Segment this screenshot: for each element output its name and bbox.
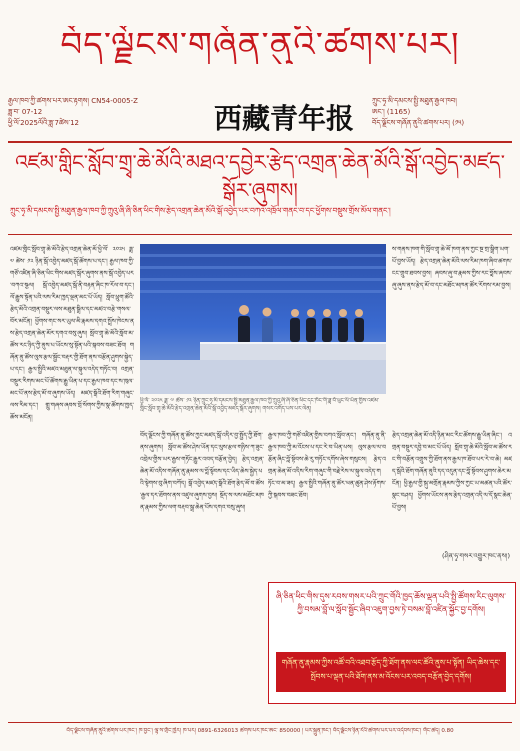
subheadline: ཀྲུང་ཧྭ་མི་དམངས་སྤྱི་མཐུན་རྒྱལ་ཁབ་ཀྱི་ཀྲུའུ་ཞི་ཞི་ཅིན་ཕིང་གིས་རྩེད་འགྲན་ཆེན་མོའི་སྒོ་འབྱེད་པར་བཀའ་འཁྲོལ་གནང་བ་དང་ཕྱོགས་བསྡུས་གྲོས་མོལ་གནང་། [10,206,391,215]
issn-line: རྒྱལ་ཁབ་ཀྱི་ཚགས་པར་ཨང་རྟགས། CN54-0005-Z [8,97,138,105]
masthead-rule [8,141,512,143]
subhead-rule [8,234,512,235]
publisher-line: ཀྲུང་ཧྭ་མི་དམངས་སྤྱི་མཐུན་རྒྱལ་ཁབ། [372,97,457,105]
date-line: ཕྱི་ལོ་2025ལོའི་ཟླ་7ཚེས་12 [8,119,79,127]
article-column-5: རྩེད་འགྲན་ཆེན་མོ་འདི་ཉིན་མང་རིང་ཚོགས་རྒྱུ་ཡིན་ཞིང་། འགྲན་བསྡུར་དབྱེ་བ་མང་པོ་ཡོད། སློབ་གྲྭ་ཆེ་མོའི་སློབ་མ་ཚོས་རང་གི་བརྩོན་འགྲུས་ཀྱི་ཐོག་ནས་རྒྱལ་ཁ་ཐོབ་པར་རེ་བ་ཆེ། མཛད་སྒོའི་ཐོག་གཞོན་ནུའི་དད་འདུན་དང་བློ་སྟོབས་ཤུགས་ཆེར་མངོན། ཕྱི་རྒྱལ་གྱི་སྐུ་མགྲོན་རྣམས་ཀྱིས་ཀྱང་ཡ་མཚན་པའི་ཚོར་སྣང་བཤད། ཕྱོགས་ཡོངས་ནས་རྩེད་འགྲན་འདི་ལ་དོ་སྣང་ཆེན་པོ་བྱས། [392,432,512,511]
paper-name-line: བོད་ལྗོངས་གཞོན་ནུའི་ཚགས་པར། (༡༥) [372,119,465,127]
article-column-1: འཛམ་གླིང་སློབ་གྲྭ་ཆེ་མོའི་རྩེད་འགྲན་ཆེན་མོ་ཕྱི་ལོ་ ༢༠༢༥ ཟླ་ ༧ ཚེས་ ༡༢ ཉིན་སྒོ་འབྱེད་མཛད་སྒོ་ཚོགས་པ་དང་། རྒྱལ་ཁབ་ཀྱི་གཙོ་འཛིན་ཞི་ཅིན་ཕིང་གིས་མཛད་སྒོར་ཞུགས་ནས་སྒོ་འབྱེད་པར་བཀའ་སྩལ། སྒོ་འབྱེད་མཛད་སྒོ་ནི་བརྟན་ཞིང་ཁ་རོལ་བ་དང་། ལོ་རྒྱུས་སྟོན་པའི་ལས་རིམ་ཁྱད་ལྡན་མང་པོ་ཡོད། སློབ་ཕྲུག་ཚོའི་རྩེད་མོའི་འགྲན་བསྡུར་ལས་མཐུན་སྒྲིལ་དང་མཛའ་བརྩེ་གསལ་བོར་མངོན། ཕྱོགས་གང་སར་ཡུལ་མི་རྣམས་དགའ་སྤྲོས་ཁེངས་ནས་རྩེད་འགྲན་ཆེན་མོར་དགའ་བསུ་ཞུས། སློབ་གྲྭ་ཆེ་མོའི་སློབ་མ་ཚོས་རང་ཉིད་ཀྱི་ནུས་པ་ཡོངས་སུ་སྟོན་པའི་སྐབས་བཟང་ཐོབ། གཞོན་ནུ་ཚོས་ལུས་རྩལ་སྦྱོང་བརྡར་གྱི་ཐོག་ནས་བརྩོན་ཤུགས་སྐྱེད་པ་དང་། རྒྱལ་སྤྱིའི་མཛའ་མཐུན་ལ་སྐུལ་འདེད་གཏོང་བ། འགྲན་བསྡུར་རིགས་མང་པོ་ཚོགས་རྒྱུ་ཡིན་པ་དང་རྒྱལ་ཁབ་དང་ས་ཁུལ་མང་པོ་ནས་རྩེད་མོ་བ་ཞུགས་ཡོད། མཛད་སྒོའི་ཐོག་རིག་གཞུང་ལས་རིམ་དང་། གླུ་གཞས་ཞབས་བྲོ་སོགས་ཀྱིས་སྣ་ཚོགས་ཁྱད་ཆོས་མངོན། [10,246,134,421]
article-column-2: བོད་ལྗོངས་ཀྱི་གཞོན་ནུ་ཚོས་ཀྱང་མཛད་སྒོ་འདིར་བྱ་སྤྱོད་ཀྱི་ཐོག་ནས་ཞུགས། སློབ་མ་ཚོས་ཤེས་ཡོན་དང་ལུས་རྩལ་གཉིས་ཀ་ཟུང་འབྲེལ་གྱིས་ཡར་རྒྱས་གཏོང་རྒྱུར་འབད་བརྩོན་བྱེད། རྩེད་འགྲན་ཆེན་མོ་འདིས་གཞོན་ནུ་རྣམས་ལ་བློ་སྟོབས་དང་ཡིད་ཆེས་སྐྱེད་པའི་སྟེགས་བུ་ཞིག་བཀོད། སྒོ་འབྱེད་མཛད་སྒོའི་ཐོག་རྩེད་མོ་བ་ཚོས་རྒྱལ་དར་ཐོགས་ནས་འཛུལ་ཞུགས་བྱས། སྡོད་ས་ལས་མཐོང་མཁན་རྣམས་ཀྱིས་ལག་བརྡབ་སྒྲ་ཆེན་པོས་དགའ་བསུ་ཞུས། [140,432,264,511]
article-column-3: རྒྱལ་ཁབ་ཀྱི་གཙོ་འཛིན་གྱིས་བཀའ་སློབ་ནང་། གཞོན་ནུ་ནི་རྒྱལ་ཁབ་ཀྱི་མ་འོངས་པ་དང་རེ་བ་ཡིན་པས། ལུས་རྩལ་ལ་བརྩོན་ཞིང་བློ་སྟོབས་ཆེ་རུ་གཏོང་དགོས་ཞེས་གསུངས། རྩེད་འགྲན་ཆེན་མོ་འདིས་རིག་གཞུང་གི་བརྗེ་རེས་ལ་སྐུལ་འདེད་གཏོང་བ་མ་ཟད། རྒྱལ་སྤྱིའི་གཞོན་ནུ་ཚོར་ཕན་ཚུན་ཤེས་རྟོགས་ཀྱི་སྐབས་བཟང་ཐོབ། [268,432,386,499]
number-line: ཨང་། (1165) [372,108,411,116]
callout-text: ཞི་ཅིན་ཕིང་གིས་དུས་རབས་གསར་པའི་ཀྲུང་གོའི་ཁྱད་ཆོས་ལྡན་པའི་སྤྱི་ཚོགས་རིང་ལུགས་ཀྱི་བསམ་བློ་ལ་སློབ་སྦྱོང་ཞིབ་འཇུག་བྱས་ཏེ་བསམ་བློ་འཛིན་སྐྱོང་བྱ་དགོས། [276,592,506,614]
footer-rule [8,722,512,723]
main-headline: འཛམ་གླིང་སློབ་གྲྭ་ཆེ་མོའི་མཐའ་དབྱེར་རྩེད་འགྲན་ཆེན་མོའི་སྒོ་འབྱེད་མཛད་སྒོར་ཞུགས། [15,150,505,202]
article-photo [140,244,386,394]
footer-info: བོད་ལྗོངས་གཞོན་ནུའི་ཚགས་པར་ཁང་། ཁ་བྱང་། ལྷ་ས་གྲོང་ཁྱེར། ཁ་པར། 0891-6326013 ཚགས་པར་ཁང་ཨང་ 850000 ། པར་སྐྲུན་ཁང་། བོད་ལྗོངས་ཉིན་རེའི་ཚགས་པར་པར་འདེབས་ཁང་། གོང་ཚད། 0.80 [66,728,454,734]
masthead-info-left [8,96,198,129]
masthead-tibetan-title: བོད་ལྗོངས་གཞོན་ནུའི་ཚགས་པར། [60,26,460,64]
article-column-4: ས་གནས་ཁག་གི་སློབ་གྲྭ་ཆེ་མོ་ཁག་ནས་ཀྱང་སྔ་གྲ་སྒྲིག་ཡག་པོ་བྱས་ཡོད། རྩེད་འགྲན་ཆེན་མོའི་ལས་རིམ་ཁག་ཞིབ་ཚགས་ངང་གྲུབ་ཐབས་བྱས། ཞབས་ཞུ་བ་རྣམས་ཀྱིས་རང་བློས་ཞབས་ཞུ་ཞུས་ནས་རྩེད་མོ་བ་དང་མཐོང་མཁན་ཚོར་རོགས་རམ་བྱས། [392,246,512,289]
masthead-chinese-title: 西藏青年报 [213,102,354,135]
masthead-info-right [372,96,512,129]
article-byline: (ཤིན་ཧྭ་གསར་འགྱུར་ཁང་ནས།) [442,552,510,560]
photo-caption: ཕྱི་ལོ་ ༢༠༢༥ ཟླ་ ༧ ཚེས་ ༡༢ ཉིན་ཀྲུང་ཧྭ་མི་དམངས་སྤྱི་མཐུན་རྒྱལ་ཁབ་ཀྱི་ཀྲུའུ་ཞི་ཞི་ཅིན་ཕིང་དང་ཁོང་གི་ཟླ་བོ་ཕུང་ལི་ཡོན་གྱིས་འཛམ་གླིང་སློབ་གྲྭ་ཆེ་མོའི་རྩེད་འགྲན་ཆེན་མོའི་སྒོ་འབྱེད་མཛད་སྒོར་ཞུགས། གསར་འགོད་པས་པར་ལེན། [140,398,380,412]
callout-red-text: གཞོན་ནུ་རྣམས་ཀྱིས་འཚོ་བའི་འཐབ་རྩོད་ཀྱི་ཐོག་ནས་ལང་ཚོའི་ནུས་པ་སྟོན། ཡིད་ཆེས་དང་སྤོབས་པ་ལྡན་པའི་ཐོག་ནས་མ་འོངས་པར་འབད་བརྩོན་བྱེད་དགོས། [281,658,501,681]
issue-line: ཟླ་བ་ 07-12 [8,108,43,116]
ceremony-photo-illustration [140,244,386,394]
